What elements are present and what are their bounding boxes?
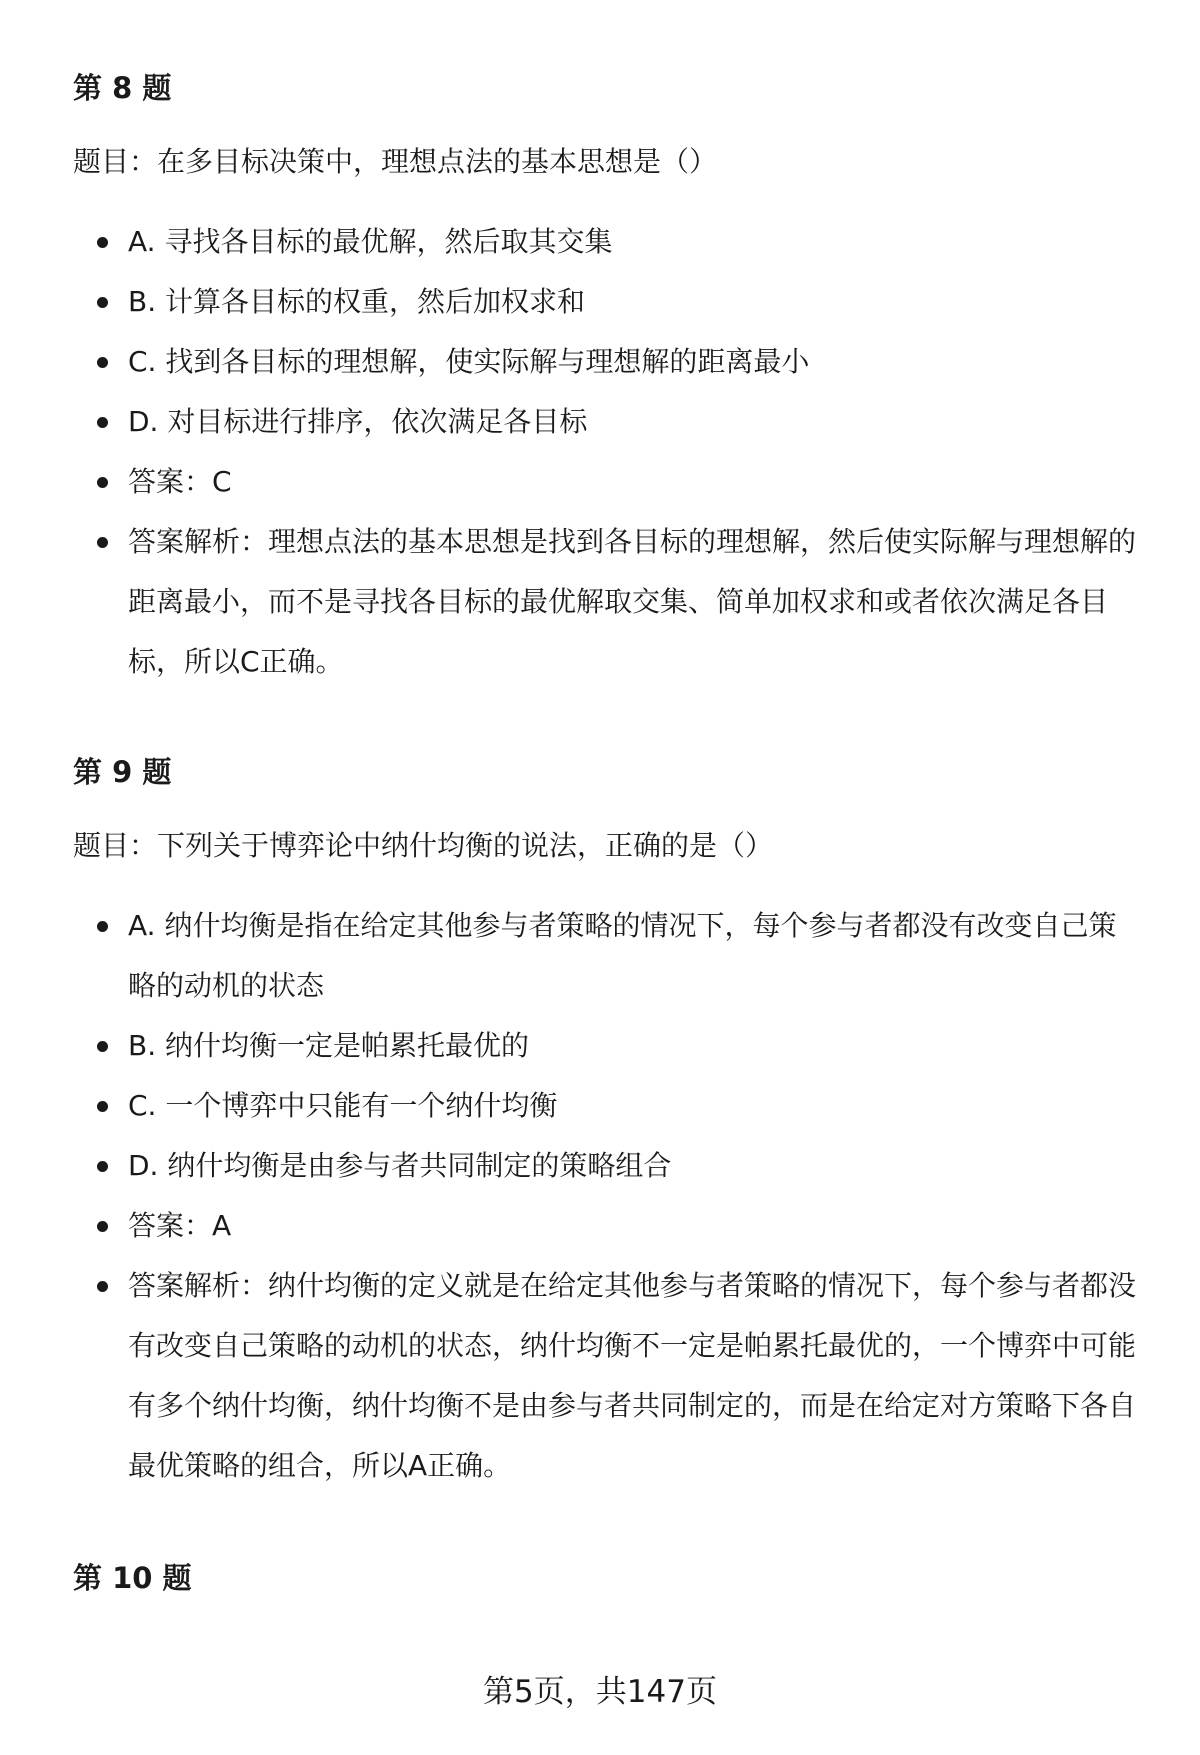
question-9-heading: 第 9 题 <box>73 755 172 789</box>
option-text: C. 一个博弈中只能有一个纳什均衡 <box>128 1089 558 1122</box>
question-9-option-c <box>0 1076 1200 1136</box>
answer-text: 答案：A <box>128 1209 232 1242</box>
bullet-icon <box>97 1101 108 1112</box>
question-8-options <box>0 212 1200 692</box>
explanation-text: 答案解析：纳什均衡的定义就是在给定其他参与者策略的情况下，每个参与者都没有改变自己策略的动机的状态，纳什均衡不一定是帕累托最优的，一个博弈中可能有多个纳什均衡，纳什均衡不是由参与者共同制定的，而是在给定对方策略下各自最优策略的组合，所以A正确。 <box>128 1269 1137 1482</box>
question-9-answer <box>0 1196 1200 1256</box>
bullet-icon <box>97 1161 108 1172</box>
bullet-icon <box>97 537 108 548</box>
bullet-icon <box>97 297 108 308</box>
bullet-icon <box>97 1281 108 1292</box>
question-9-explanation <box>0 1256 1200 1496</box>
bullet-icon <box>97 477 108 488</box>
option-text: D. 纳什均衡是由参与者共同制定的策略组合 <box>128 1149 672 1182</box>
answer-text: 答案：C <box>128 465 232 498</box>
question-9-option-d <box>0 1136 1200 1196</box>
bullet-icon <box>97 357 108 368</box>
bullet-icon <box>97 1041 108 1052</box>
explanation-text: 答案解析：理想点法的基本思想是找到各目标的理想解，然后使实际解与理想解的距离最小，而不是寻找各目标的最优解取交集、简单加权求和或者依次满足各目标，所以C正确。 <box>128 525 1137 678</box>
option-text: B. 纳什均衡一定是帕累托最优的 <box>128 1029 530 1062</box>
option-text: A. 纳什均衡是指在给定其他参与者策略的情况下，每个参与者都没有改变自己策略的动机的状态 <box>128 909 1117 1002</box>
question-9-stem: 题目：下列关于博弈论中纳什均衡的说法，正确的是（） <box>73 829 774 862</box>
question-10-heading: 第 10 题 <box>73 1561 192 1595</box>
option-text: A. 寻找各目标的最优解，然后取其交集 <box>128 225 613 258</box>
page-number: 第5页，共147页 <box>483 1674 717 1710</box>
question-8-option-d <box>0 392 1200 452</box>
question-8-option-a <box>0 212 1200 272</box>
bullet-icon <box>97 417 108 428</box>
bullet-icon <box>97 921 108 932</box>
question-9-options <box>0 896 1200 1496</box>
question-8-answer <box>0 452 1200 512</box>
question-9-option-a <box>0 896 1200 1016</box>
option-text: D. 对目标进行排序，依次满足各目标 <box>128 405 588 438</box>
question-8-heading: 第 8 题 <box>73 71 172 105</box>
question-8-stem: 题目：在多目标决策中，理想点法的基本思想是（） <box>73 145 718 178</box>
question-8-option-c <box>0 332 1200 392</box>
question-9-option-b <box>0 1016 1200 1076</box>
option-text: C. 找到各目标的理想解，使实际解与理想解的距离最小 <box>128 345 810 378</box>
question-8-option-b <box>0 272 1200 332</box>
question-8-explanation <box>0 512 1200 692</box>
option-text: B. 计算各目标的权重，然后加权求和 <box>128 285 586 318</box>
bullet-icon <box>97 237 108 248</box>
bullet-icon <box>97 1221 108 1232</box>
